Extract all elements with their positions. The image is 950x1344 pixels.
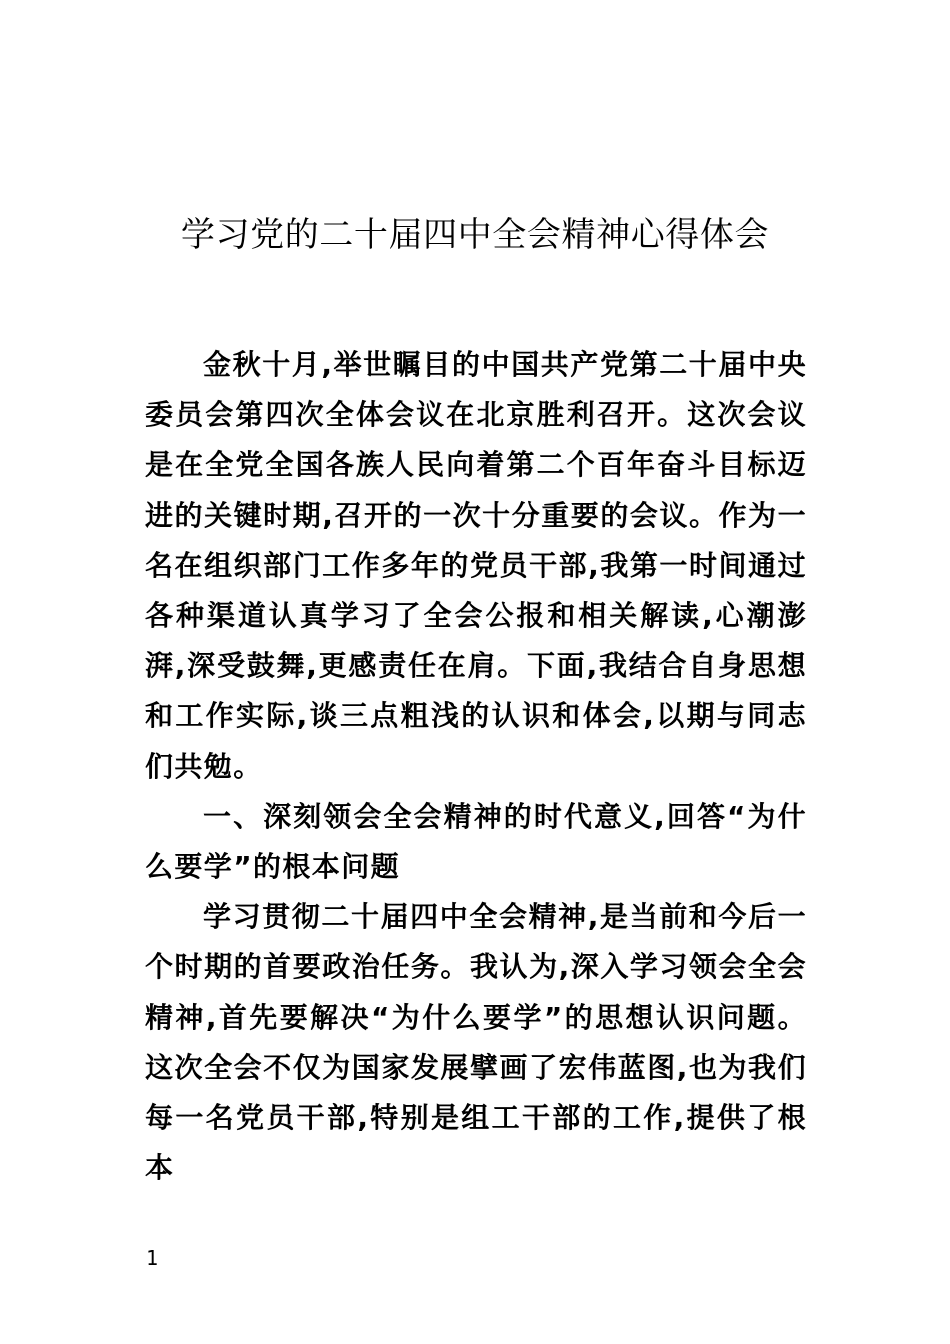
document-body [145,340,807,1193]
section-heading-1: 一、深刻领会全会精神的时代意义,回答“为什么要学”的根本问题 [145,799,807,884]
paragraph-section-1: 学习贯彻二十届四中全会精神,是当前和今后一个时期的首要政治任务。我认为,深入学习领会全会精神,首先要解决“为什么要学”的思想认识问题。这次全会不仅为国家发展擘画了宏伟蓝图,也为我们每一名党员干部,特别是组工干部的工作,提供了根本 [145,900,807,1185]
document-title: 学习党的二十届四中全会精神心得体会 [180,215,770,255]
page-number: 1 [146,1246,159,1270]
paragraph-intro: 金秋十月,举世瞩目的中国共产党第二十届中央委员会第四次全体会议在北京胜利召开。这次会议是在全党全国各族人民向着第二个百年奋斗目标迈进的关键时期,召开的一次十分重要的会议。作为一名在组织部门工作多年的党员干部,我第一时间通过各种渠道认真学习了全会公报和相关解读,心潮澎湃,深受鼓舞,更感责任在肩。下面,我结合自身思想和工作实际,谈三点粗浅的认识和体会,以期与同志们共勉。 [145,348,807,783]
